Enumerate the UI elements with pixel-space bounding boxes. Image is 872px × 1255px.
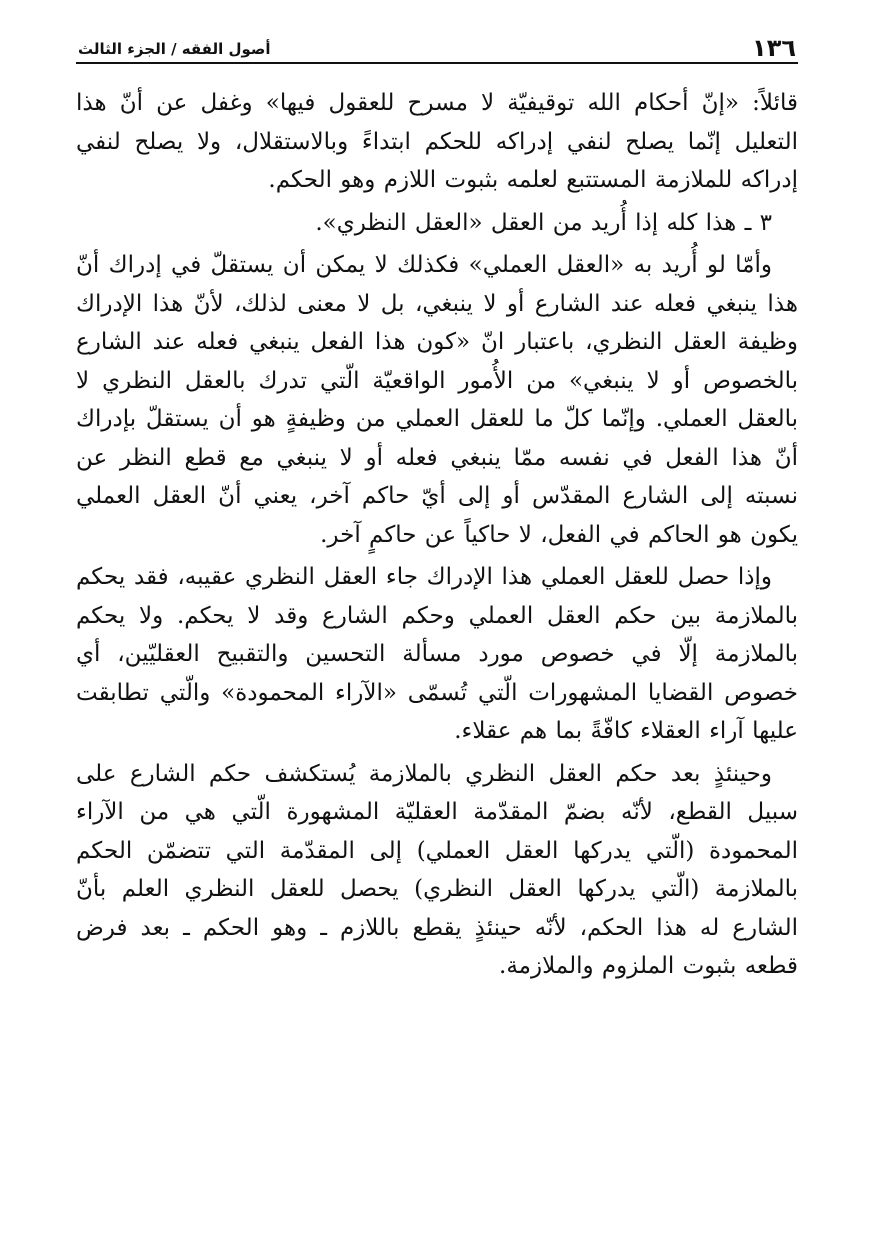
paragraph-4: وإذا حصل للعقل العملي هذا الإدراك جاء العقل النظري عقيبه، فقد يحكم بالملازمة بين حكم العقل العملي وحكم الشارع وقد لا يحكم. ولا يحكم بالملازمة إلّا في خصوص مورد مسألة التحسين والتقبيح العقليّين، أي خصوص القضايا المشهورات الّتي تُسمّى «الآراء المحمودة» والّتي تطابقت عليها آراء العقلاء كافّةً بما هم عقلاء. (76, 564, 798, 744)
page-number: ١٣٦ (752, 34, 796, 62)
paragraph-5: وحينئذٍ بعد حكم العقل النظري بالملازمة يُستكشف حكم الشارع على سبيل القطع، لأنّه بضمّ المقدّمة العقليّة المشهورة الّتي هي من الآراء المحمودة (الّتي يدركها العقل العملي) إلى المقدّمة التي تتضمّن الحكم بالملازمة (الّتي يدركها العقل النظري) يحصل للعقل النظري العلم بأنّ الشارع له هذا الحكم، لأنّه حينئذٍ يقطع باللازم ـ وهو الحكم ـ بعد فرض قطعه بثبوت الملزوم والملازمة. (76, 760, 798, 979)
page-body (76, 84, 798, 986)
paragraph-1: قائلاً: «إنّ أحكام الله توقيفيّة لا مسرح للعقول فيها» وغفل عن أنّ هذا التعليل إنّما يصلح لنفي إدراكه للحكم ابتداءً وبالاستقلال، ولا يصلح لنفي إدراكه للملازمة المستتبع لعلمه بثبوت اللازم وهو الحكم. (76, 90, 798, 193)
paragraph-2-numbered-point: ٣ ـ هذا كله إذا أُريد من العقل «العقل النظري». (315, 209, 772, 236)
running-title: أصول الفقه / الجزء الثالث (78, 40, 271, 58)
paragraph-3: وأمّا لو أُريد به «العقل العملي» فكذلك لا يمكن أن يستقلّ في إدراك أنّ هذا ينبغي فعله عند الشارع أو لا ينبغي، بل لا معنى لذلك، لأنّ هذا الإدراك وظيفة العقل النظري، باعتبار انّ «كون هذا الفعل ينبغي فعله عند الشارع بالخصوص أو لا ينبغي» من الأُمور الواقعيّة الّتي تدرك بالعقل النظري لا بالعقل العملي. وإنّما كلّ ما للعقل العملي من وظيفةٍ هو أن يستقلّ بإدراك أنّ هذا الفعل في نفسه ممّا ينبغي فعله أو لا ينبغي مع قطع النظر عن نسبته إلى الشارع المقدّس أو إلى أيّ حاكم آخر، يعني أنّ العقل العملي يكون هو الحاكم في الفعل، لا حاكياً عن حاكمٍ آخر. (76, 252, 798, 548)
page-header (76, 30, 798, 64)
